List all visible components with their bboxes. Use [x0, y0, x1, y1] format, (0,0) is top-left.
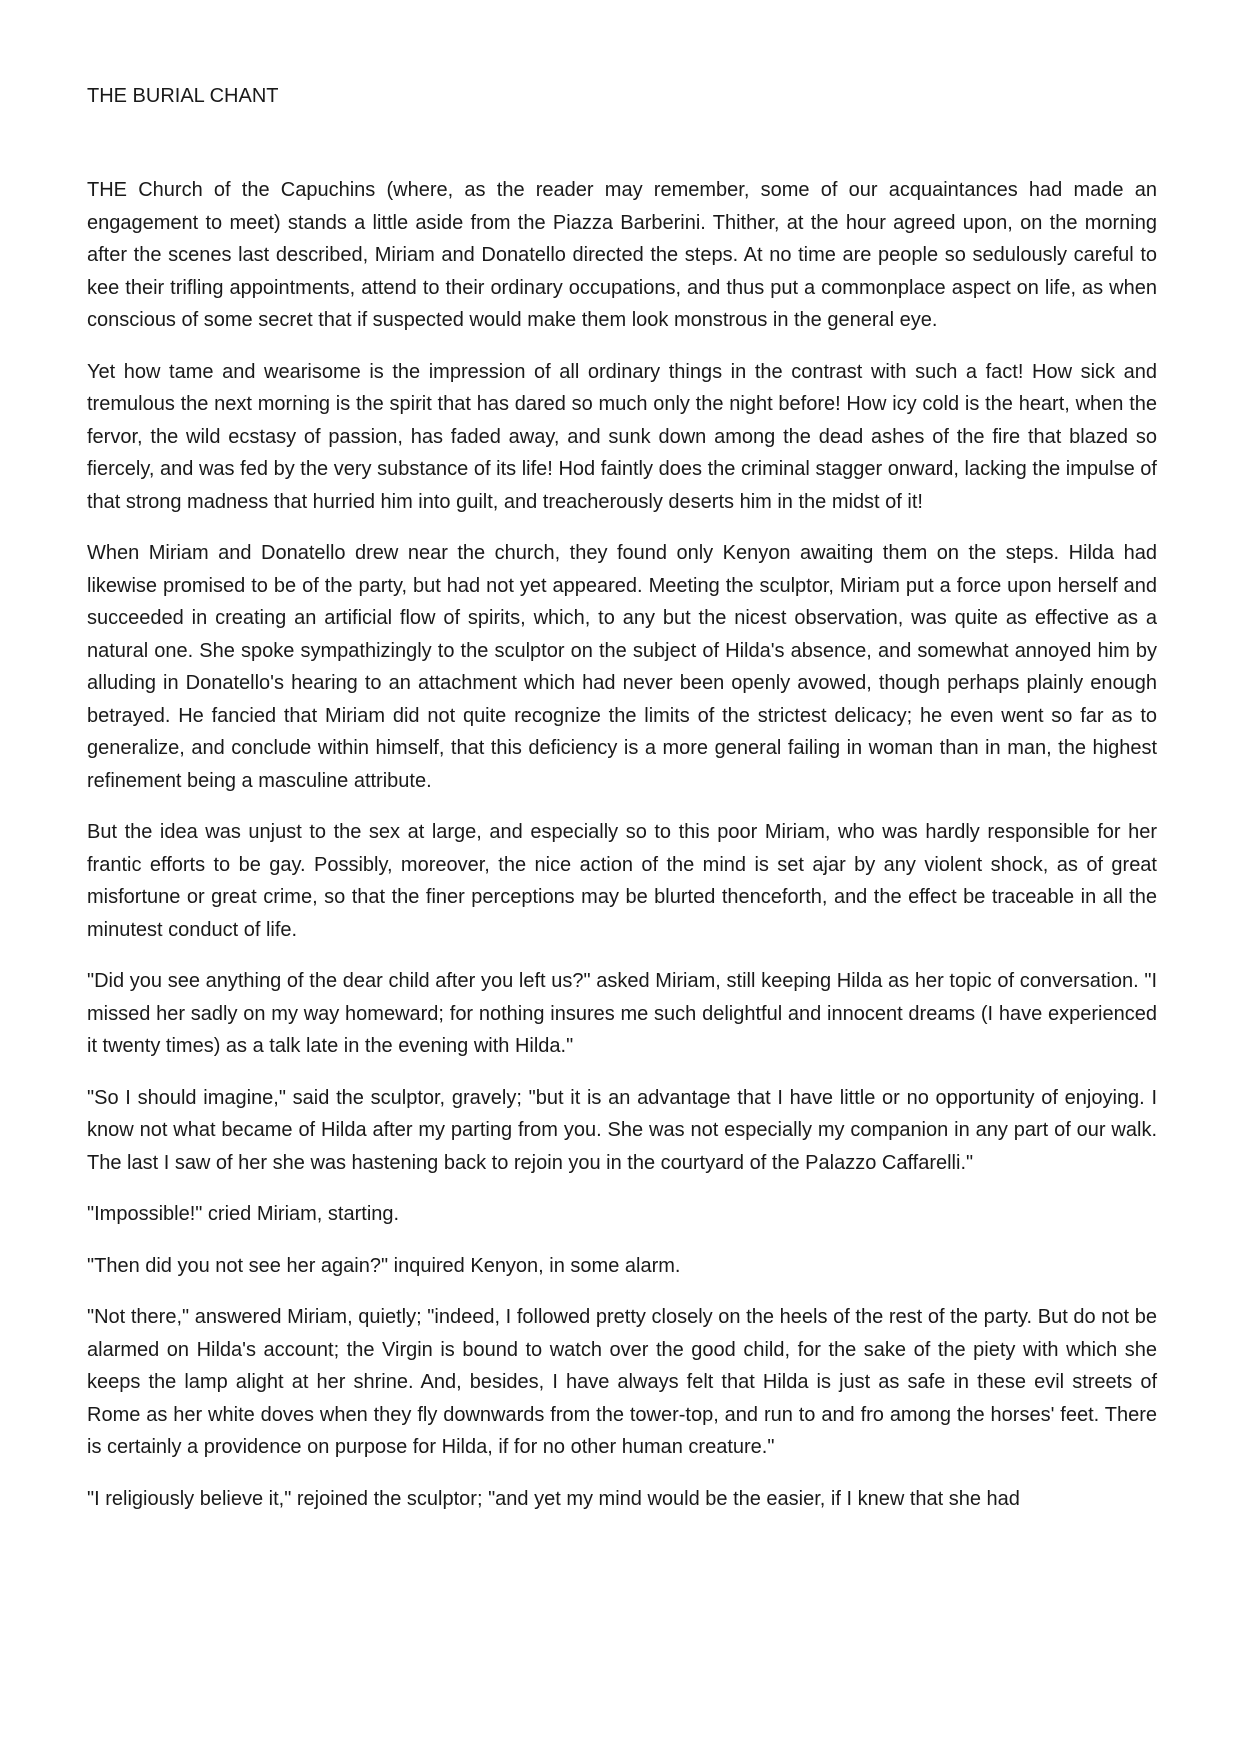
- paragraph: Yet how tame and wearisome is the impression of all ordinary things in the contrast with such a fact! How sick and tremulous the next morning is the spirit that has dared so much only the night before! How icy cold is the heart, when the fervor, the wild ecstasy of passion, has faded away, and sunk down among the dead ashes of the fire that blazed so fiercely, and was fed by the very substance of its life! Hod faintly does the criminal stagger onward, lacking the impulse of that strong madness that hurried him into guilt, and treacherously deserts him in the midst of it!: [87, 360, 1157, 513]
- paragraph: "Then did you not see her again?" inquired Kenyon, in some alarm.: [87, 1254, 681, 1277]
- document-page: [87, 82, 1157, 1534]
- paragraph: THE Church of the Capuchins (where, as the reader may remember, some of our acquaintances had made an engagement to meet) stands a little aside from the Piazza Barberini. Thither, at the hour agreed upon, on the morning after the scenes last described, Miriam and Donatello directed the steps. At no time are people so sedulously careful to kee their trifling appointments, attend to their ordinary occupations, and thus put a commonplace aspect on life, as when conscious of some secret that if suspected would make them look monstrous in the general eye.: [87, 179, 1157, 331]
- paragraph: "Not there," answered Miriam, quietly; "indeed, I followed pretty closely on the heels of the rest of the party. But do not be alarmed on Hilda's account; the Virgin is bound to watch over the good child, for the sake of the piety with which she keeps the lamp alight at her shrine. And, besides, I have always felt that Hilda is just as safe in these evil streets of Rome as her white doves when they fly downwards from the tower-top, and run to and fro among the horses' feet. There is certainly a providence on purpose for Hilda, if for no other human creature.": [87, 1306, 1157, 1458]
- paragraph: "So I should imagine," said the sculptor, gravely; "but it is an advantage that I have little or no opportunity of enjoying. I know not what became of Hilda after my parting from you. She was not especially my companion in any part of our walk. The last I saw of her she was hastening back to rejoin you in the courtyard of the Palazzo Caffarelli.": [87, 1086, 1157, 1174]
- paragraph: But the idea was unjust to the sex at large, and especially so to this poor Miriam, who was hardly responsible for her frantic efforts to be gay. Possibly, moreover, the nice action of the mind is set ajar by any violent shock, as of great misfortune or great crime, so that the finer perceptions may be blurted thenceforth, and the effect be traceable in all the minutest conduct of life.: [87, 821, 1157, 941]
- chapter-title: THE BURIAL CHANT: [87, 85, 279, 107]
- paragraph: "Did you see anything of the dear child after you left us?" asked Miriam, still keeping Hilda as her topic of conversation. "I missed her sadly on my way homeward; for nothing insures me such delightful and innocent dreams (I have experienced it twenty times) as a talk late in the evening with Hilda.": [87, 970, 1157, 1057]
- paragraph: "I religiously believe it," rejoined the sculptor; "and yet my mind would be the easier, if I knew that she had: [87, 1487, 1020, 1510]
- paragraph: "Impossible!" cried Miriam, starting.: [87, 1203, 400, 1225]
- paragraph: When Miriam and Donatello drew near the church, they found only Kenyon awaiting them on the steps. Hilda had likewise promised to be of the party, but had not yet appeared. Meeting the sculptor, Miriam put a force upon herself and succeeded in creating an artificial flow of spirits, which, to any but the nicest observation, was quite as effective as a natural one. She spoke sympathizingly to the sculptor on the subject of Hilda's absence, and somewhat annoyed him by alluding in Donatello's hearing to an attachment which had never been openly avowed, though perhaps plainly enough betrayed. He fancied that Miriam did not quite recognize the limits of the strictest delicacy; he even went so far as to generalize, and conclude within himself, that this deficiency is a more general failing in woman than in man, the highest refinement being a masculine attribute.: [87, 542, 1157, 792]
